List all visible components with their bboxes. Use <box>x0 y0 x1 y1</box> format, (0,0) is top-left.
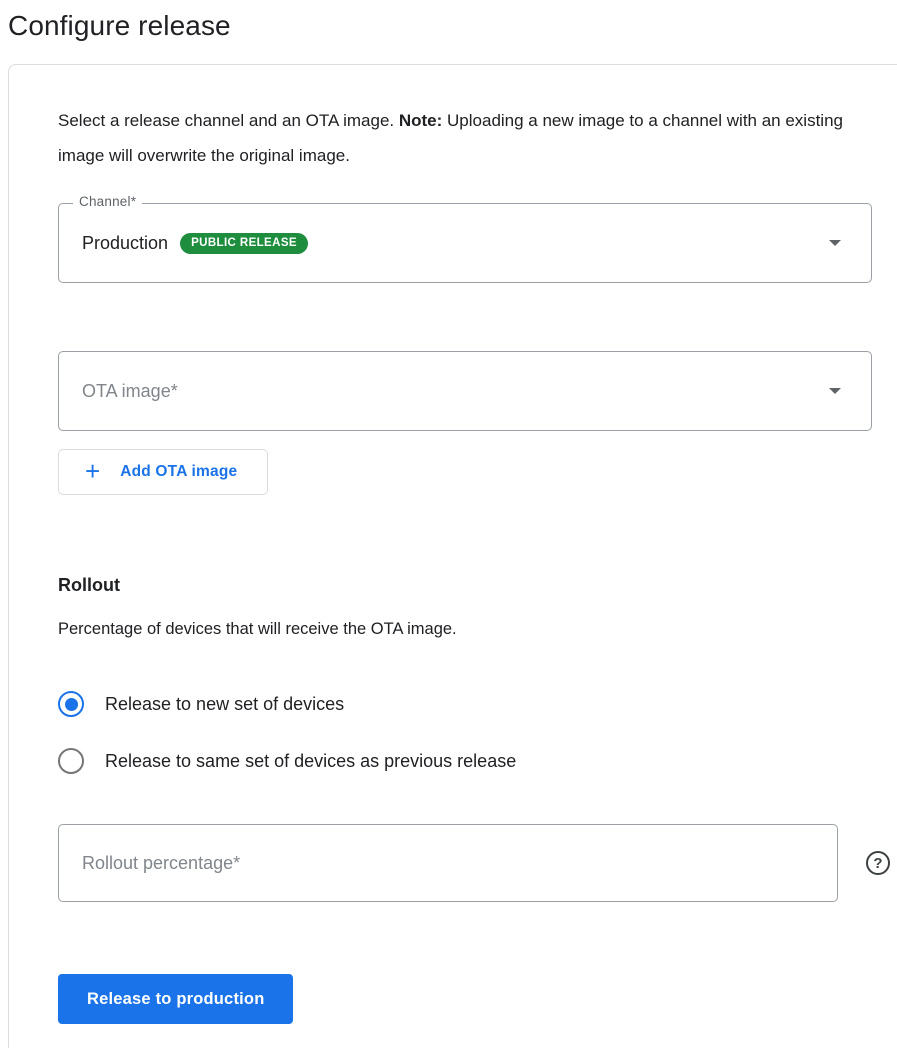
radio-release-new-devices[interactable] <box>58 691 897 717</box>
plus-icon: + <box>85 456 101 486</box>
configure-release-card <box>8 64 897 1048</box>
rollout-percentage-row <box>58 824 897 902</box>
radio-button-icon[interactable] <box>58 748 84 774</box>
rollout-percentage-input[interactable] <box>58 824 838 902</box>
rollout-description: Percentage of devices that will receive the OTA image. <box>58 620 457 638</box>
add-ota-image-button[interactable] <box>58 449 268 495</box>
intro-text <box>58 103 864 173</box>
chevron-down-icon <box>829 240 841 246</box>
intro-note-label: Note: <box>398 111 443 130</box>
ota-select-placeholder: OTA image* <box>82 380 178 401</box>
channel-selected-value: Production <box>82 232 169 253</box>
intro-lead: Select a release channel and an OTA image. <box>58 111 399 130</box>
radio-button-icon[interactable] <box>58 691 84 717</box>
radio-label: Release to same set of devices as previous release <box>105 750 517 771</box>
page-title: Configure release <box>8 10 231 41</box>
ota-image-select[interactable] <box>58 351 872 431</box>
channel-select-value-area <box>59 233 829 254</box>
ota-select-value-area <box>59 381 829 402</box>
add-ota-image-label: Add OTA image <box>120 463 238 480</box>
channel-select-label: Channel* <box>73 194 142 209</box>
rollout-radio-group <box>58 691 897 774</box>
intro-note-text: Uploading a new image to a channel with an existing image will overwrite the original image. <box>58 111 843 165</box>
chevron-down-icon <box>829 388 841 394</box>
channel-select[interactable] <box>58 194 872 283</box>
radio-release-same-devices[interactable] <box>58 748 897 774</box>
rollout-heading: Rollout <box>58 575 120 595</box>
help-icon[interactable]: ? <box>866 851 890 875</box>
release-to-production-button[interactable]: Release to production <box>58 974 293 1024</box>
radio-label: Release to new set of devices <box>105 693 345 714</box>
public-release-badge: PUBLIC RELEASE <box>180 233 308 254</box>
